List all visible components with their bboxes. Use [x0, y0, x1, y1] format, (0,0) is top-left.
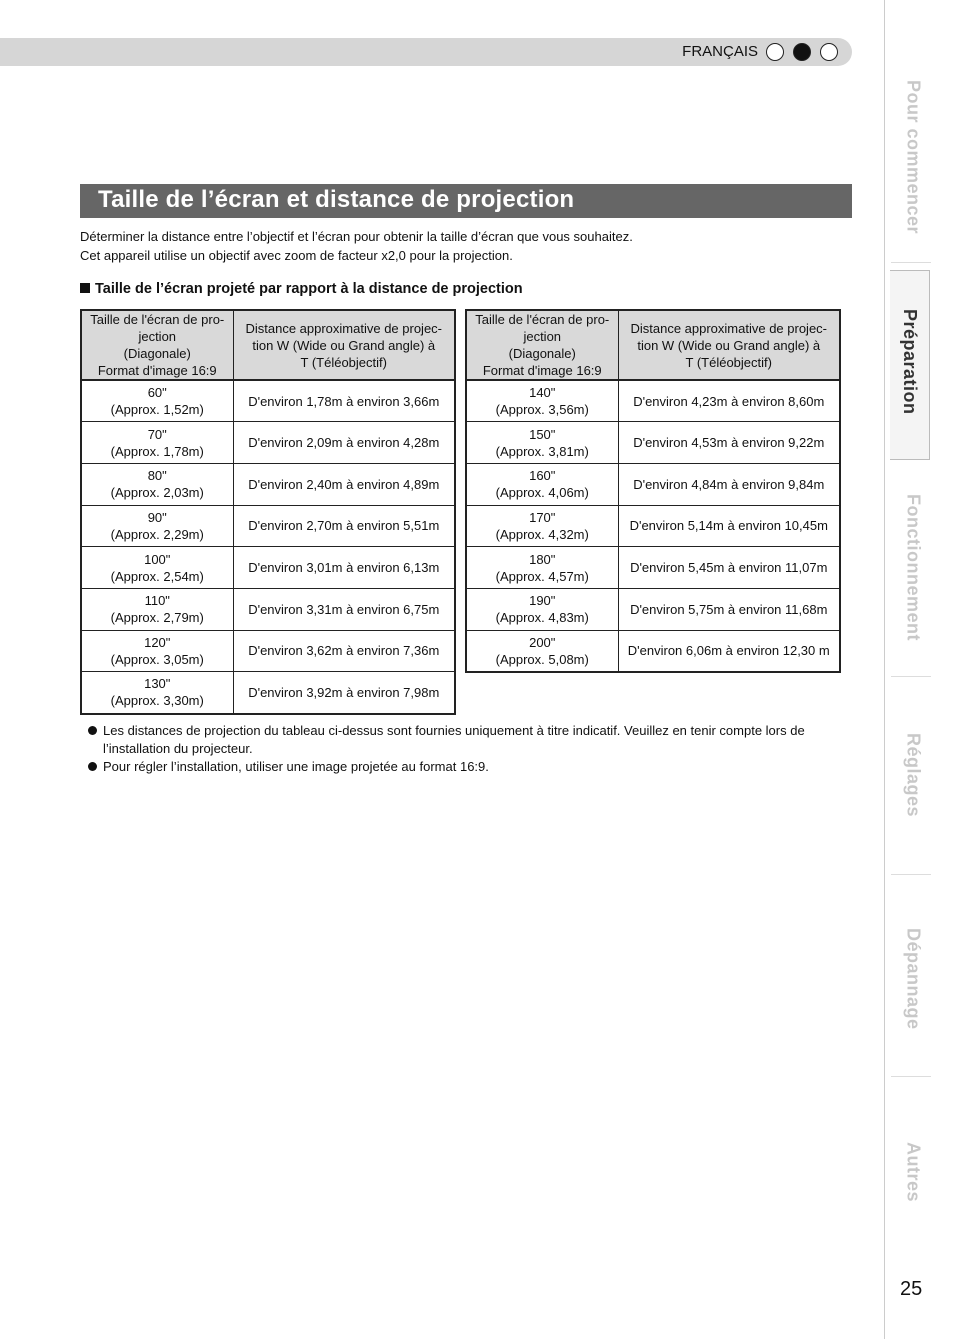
indicator-dot-filled-icon	[793, 43, 811, 61]
page-number: 25	[900, 1278, 923, 1300]
tab-preparation[interactable]: Préparation	[890, 270, 930, 460]
table-row	[81, 630, 455, 672]
tab-reglages[interactable]: Réglages	[903, 733, 924, 818]
table-row	[81, 422, 455, 464]
screen-size-cell: 200" (Approx. 5,08m)	[466, 630, 618, 672]
header-screen-size: Taille de l'écran de pro- jection (Diagonale) Format d'image 16:9	[81, 310, 233, 380]
screen-size-cell: 130" (Approx. 3,30m)	[81, 672, 233, 714]
section-indicator	[766, 43, 838, 61]
distance-cell: D'environ 3,62m à environ 7,36m	[233, 630, 455, 672]
table-row	[466, 463, 840, 505]
distance-cell: D'environ 2,09m à environ 4,28m	[233, 422, 455, 464]
table-row	[466, 505, 840, 547]
tab-depannage[interactable]: Dépannage	[903, 928, 924, 1030]
screen-size-cell: 60" (Approx. 1,52m)	[81, 380, 233, 422]
distance-cell: D'environ 2,40m à environ 4,89m	[233, 463, 455, 505]
distance-cell: D'environ 4,84m à environ 9,84m	[618, 463, 840, 505]
table-row	[81, 672, 455, 714]
distance-cell: D'environ 1,78m à environ 3,66m	[233, 380, 455, 422]
table-row	[466, 422, 840, 464]
screen-size-cell: 90" (Approx. 2,29m)	[81, 505, 233, 547]
note-item: Pour régler l’installation, utiliser une image projetée au format 16:9.	[88, 758, 863, 776]
table-row	[81, 463, 455, 505]
table-row	[81, 505, 455, 547]
distance-table-left	[80, 309, 456, 715]
distance-cell: D'environ 5,14m à environ 10,45m	[618, 505, 840, 547]
tab-divider	[891, 676, 931, 677]
section-title-bar	[80, 184, 852, 218]
screen-size-cell: 80" (Approx. 2,03m)	[81, 463, 233, 505]
language-label: FRANÇAIS	[682, 43, 758, 60]
table-header-row	[466, 310, 840, 380]
screen-size-cell: 180" (Approx. 4,57m)	[466, 547, 618, 589]
tab-fonctionnement[interactable]: Fonctionnement	[903, 494, 924, 641]
square-bullet-icon	[80, 283, 90, 293]
screen-size-cell: 120" (Approx. 3,05m)	[81, 630, 233, 672]
tab-autres[interactable]: Autres	[903, 1142, 924, 1203]
indicator-dot-icon	[766, 43, 784, 61]
tab-divider	[891, 874, 931, 875]
tab-pour-commencer[interactable]: Pour commencer	[903, 80, 924, 235]
notes-list	[88, 722, 863, 776]
distance-cell: D'environ 5,45m à environ 11,07m	[618, 547, 840, 589]
header-distance: Distance approximative de projec- tion W (Wide ou Grand angle) à T (Téléobjectif)	[233, 310, 455, 380]
table-row	[81, 380, 455, 422]
table-row	[81, 588, 455, 630]
distance-cell: D'environ 2,70m à environ 5,51m	[233, 505, 455, 547]
screen-size-cell: 140" (Approx. 3,56m)	[466, 380, 618, 422]
screen-size-cell: 190" (Approx. 4,83m)	[466, 588, 618, 630]
table-row	[466, 588, 840, 630]
table-row	[466, 547, 840, 589]
table-row	[466, 630, 840, 672]
distance-cell: D'environ 5,75m à environ 11,68m	[618, 588, 840, 630]
subheading	[80, 281, 523, 297]
intro-line: Cet appareil utilise un objectif avec zoom de facteur x2,0 pour la projection.	[80, 248, 513, 263]
table-header-row	[81, 310, 455, 380]
screen-size-cell: 110" (Approx. 2,79m)	[81, 588, 233, 630]
screen-size-cell: 170" (Approx. 4,32m)	[466, 505, 618, 547]
distance-cell: D'environ 4,23m à environ 8,60m	[618, 380, 840, 422]
bullet-icon	[88, 726, 97, 735]
header-bar	[0, 38, 852, 66]
screen-size-cell: 70" (Approx. 1,78m)	[81, 422, 233, 464]
table-row	[81, 547, 455, 589]
tab-divider	[891, 262, 931, 263]
screen-size-cell: 100" (Approx. 2,54m)	[81, 547, 233, 589]
intro-text	[80, 227, 633, 265]
distance-cell: D'environ 3,31m à environ 6,75m	[233, 588, 455, 630]
header-distance: Distance approximative de projec- tion W (Wide ou Grand angle) à T (Téléobjectif)	[618, 310, 840, 380]
intro-line: Déterminer la distance entre l’objectif et l’écran pour obtenir la taille d’écran que vous souhaitez.	[80, 229, 633, 244]
subheading-text: Taille de l’écran projeté par rapport à la distance de projection	[95, 281, 523, 297]
header-screen-size: Taille de l'écran de pro- jection (Diagonale) Format d'image 16:9	[466, 310, 618, 380]
distance-cell: D'environ 6,06m à environ 12,30 m	[618, 630, 840, 672]
section-title: Taille de l’écran et distance de projection	[98, 186, 575, 213]
screen-size-cell: 160" (Approx. 4,06m)	[466, 463, 618, 505]
tab-divider	[891, 1076, 931, 1077]
screen-size-cell: 150" (Approx. 3,81m)	[466, 422, 618, 464]
chapter-tabs	[884, 0, 954, 1339]
bullet-icon	[88, 762, 97, 771]
distance-table-right	[465, 309, 841, 673]
table-row	[466, 380, 840, 422]
distance-cell: D'environ 3,01m à environ 6,13m	[233, 547, 455, 589]
distance-cell: D'environ 3,92m à environ 7,98m	[233, 672, 455, 714]
note-item: Les distances de projection du tableau ci-dessus sont fournies uniquement à titre indicatif. Veuillez en tenir compte lors de l’installation du projecteur.	[88, 722, 863, 758]
distance-cell: D'environ 4,53m à environ 9,22m	[618, 422, 840, 464]
indicator-dot-icon	[820, 43, 838, 61]
